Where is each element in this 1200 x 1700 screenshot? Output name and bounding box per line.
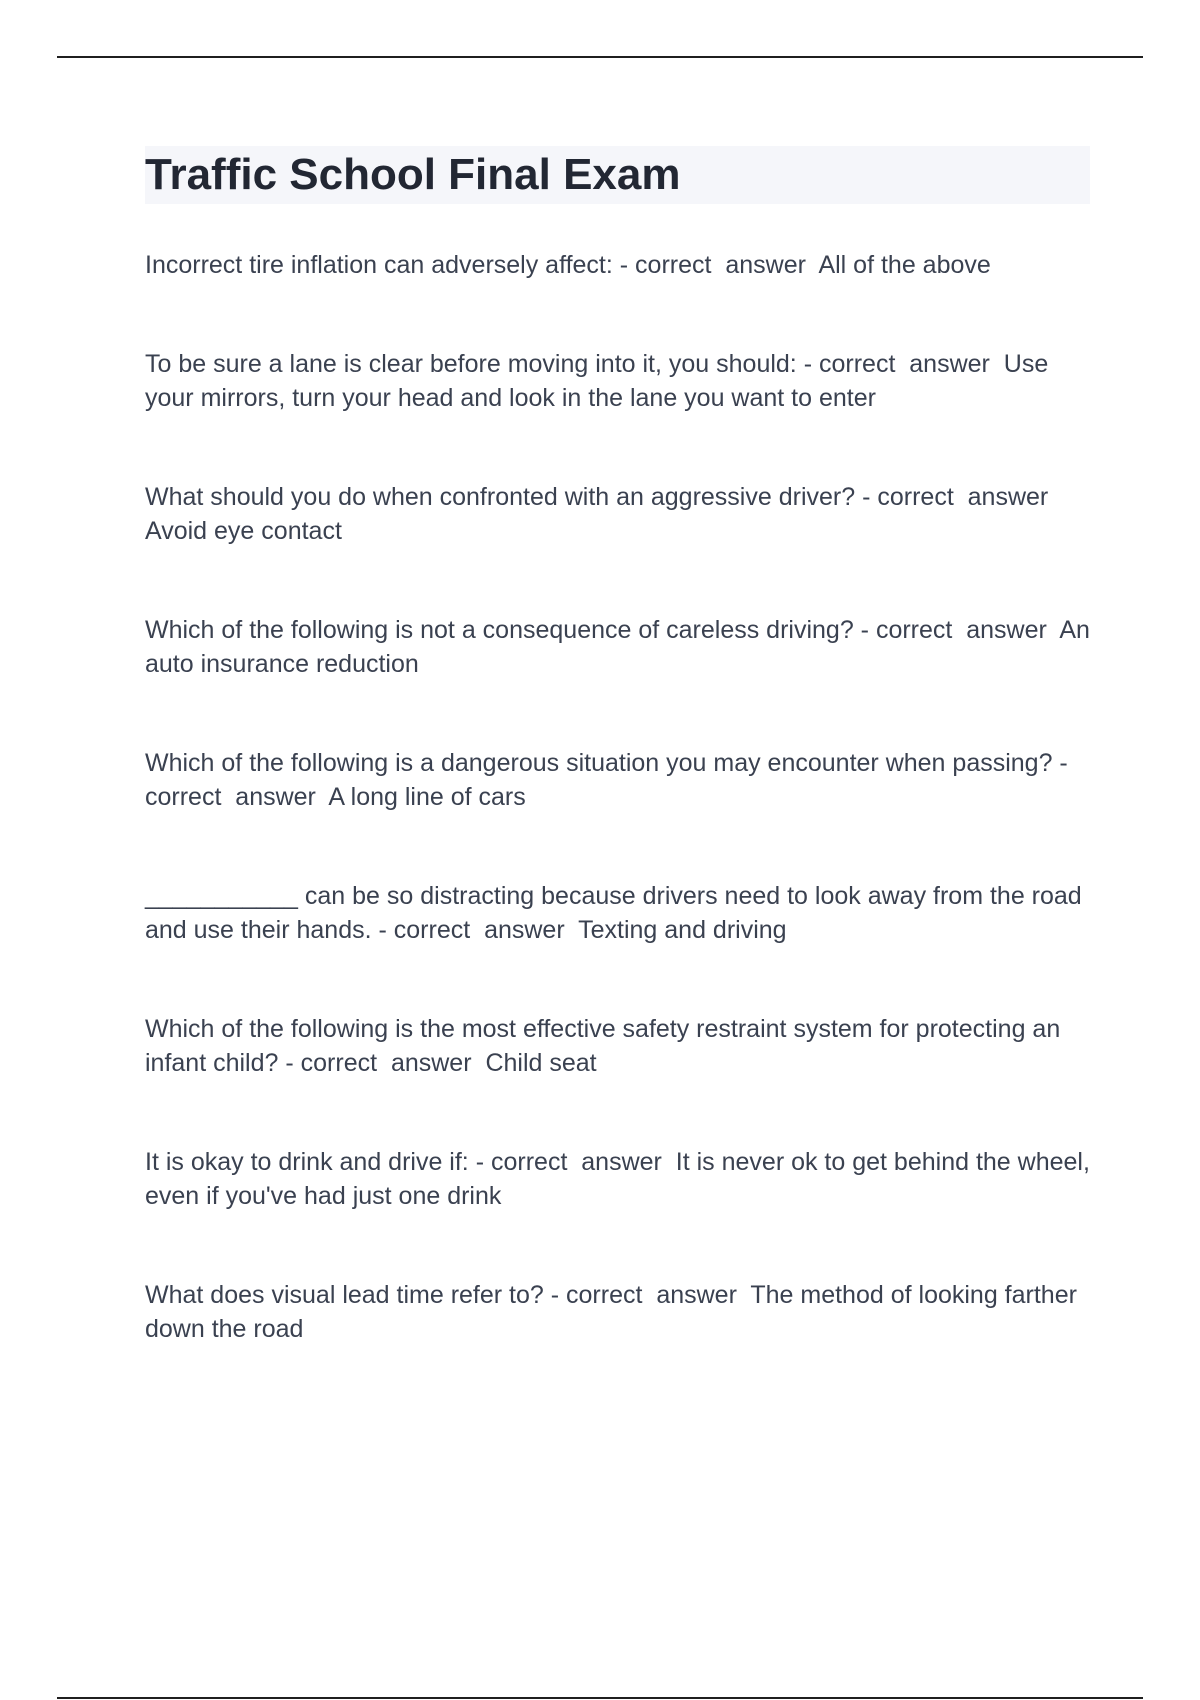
page-title: Traffic School Final Exam bbox=[145, 150, 681, 199]
question-text: Which of the following is a dangerous situation you may encounter when passing? bbox=[145, 749, 1053, 777]
answer-separator: - correct answer bbox=[855, 483, 1061, 511]
answer-separator: - correct answer bbox=[468, 1148, 676, 1176]
qa-list bbox=[145, 248, 1097, 1346]
answer-text: Avoid eye contact bbox=[145, 517, 342, 545]
answer-text: All of the above bbox=[818, 251, 991, 279]
answer-text: Texting and driving bbox=[578, 916, 787, 944]
qa-item bbox=[145, 248, 1090, 282]
answer-separator: - correct answer bbox=[145, 749, 1075, 811]
qa-item bbox=[145, 1145, 1097, 1213]
answer-text: Use your mirrors, turn your head and look in the lane you want to enter bbox=[145, 350, 1056, 412]
answer-separator: - correct answer bbox=[796, 350, 1004, 378]
document-body bbox=[145, 146, 1097, 1411]
answer-separator: - correct answer bbox=[543, 1281, 751, 1309]
bottom-rule bbox=[57, 1697, 1143, 1699]
question-text: What does visual lead time refer to? bbox=[145, 1281, 544, 1309]
question-text: Incorrect tire inflation can adversely affect: bbox=[145, 251, 613, 279]
qa-item bbox=[145, 347, 1090, 415]
qa-item bbox=[145, 480, 1090, 548]
question-text: ___________ can be so distracting because drivers need to look away from the road and use their hands. bbox=[145, 882, 1089, 944]
qa-item bbox=[145, 879, 1090, 947]
answer-text: It is never ok to get behind the wheel, even if you've had just one drink bbox=[145, 1148, 1097, 1210]
question-text: It is okay to drink and drive if: bbox=[145, 1148, 469, 1176]
question-text: Which of the following is not a consequence of careless driving? bbox=[145, 616, 854, 644]
answer-separator: - correct answer bbox=[853, 616, 1060, 644]
question-text: Which of the following is the most effective safety restraint system for protecting an infant child? bbox=[145, 1015, 1068, 1077]
question-text: What should you do when confronted with an aggressive driver? bbox=[145, 483, 856, 511]
qa-item bbox=[145, 746, 1090, 814]
qa-item bbox=[145, 1012, 1090, 1080]
answer-text: A long line of cars bbox=[328, 783, 526, 811]
qa-item bbox=[145, 613, 1097, 681]
top-rule bbox=[57, 56, 1143, 58]
question-text: To be sure a lane is clear before moving into it, you should: bbox=[145, 350, 797, 378]
answer-text: An auto insurance reduction bbox=[145, 616, 1097, 678]
answer-text: The method of looking farther down the road bbox=[145, 1281, 1084, 1343]
answer-separator: - correct answer bbox=[371, 916, 579, 944]
answer-text: Child seat bbox=[485, 1049, 597, 1077]
answer-separator: - correct answer bbox=[278, 1049, 486, 1077]
title-banner bbox=[145, 146, 1090, 204]
answer-separator: - correct answer bbox=[612, 251, 819, 279]
qa-item bbox=[145, 1278, 1090, 1346]
